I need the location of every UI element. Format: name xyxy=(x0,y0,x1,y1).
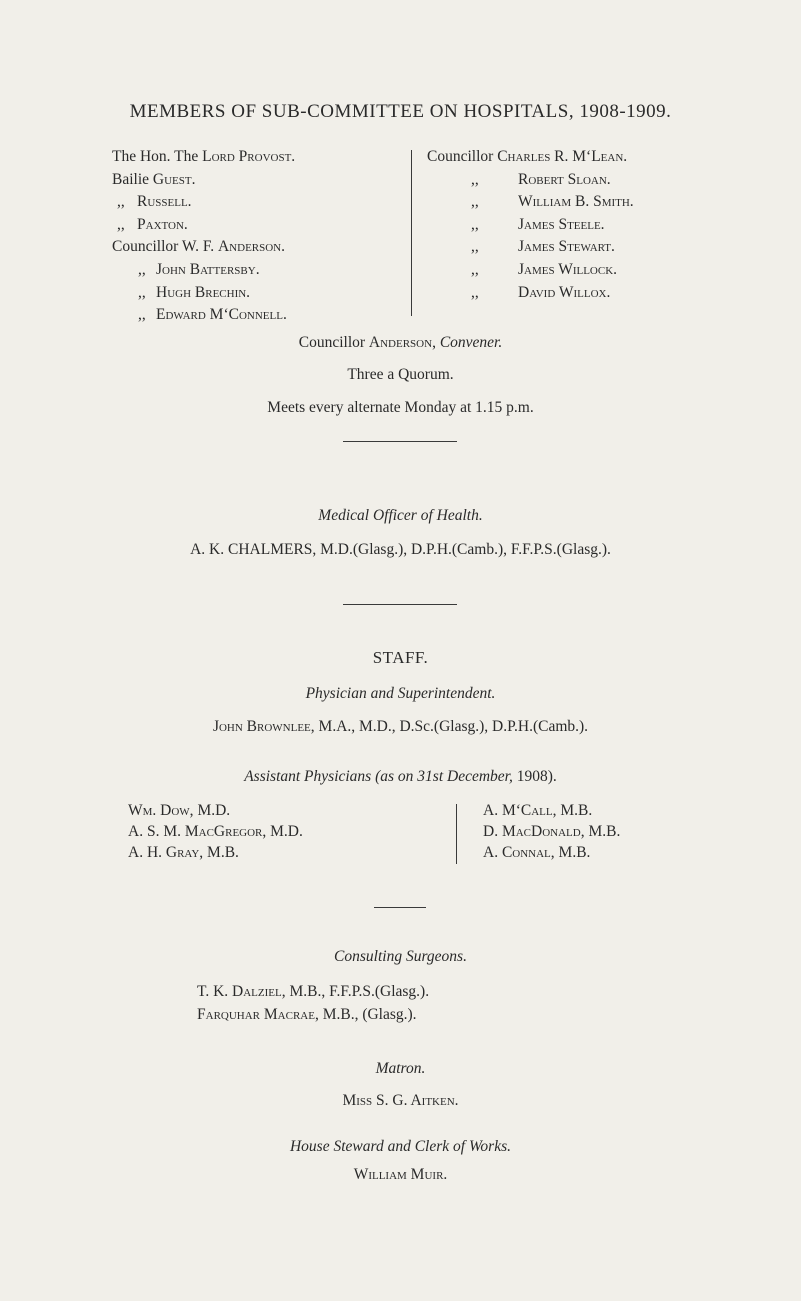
assistant-entry: A. M‘Call, M.B. xyxy=(483,802,593,819)
physician-name: John Brownlee, M.A., M.D., D.Sc.(Glasg.), D.P.H.(Camb.). xyxy=(212,718,589,735)
column-divider xyxy=(456,804,457,864)
column-divider xyxy=(411,150,412,316)
member-name: James Willock. xyxy=(518,260,618,278)
ditto-mark: ,, xyxy=(471,283,479,301)
surgeons-heading: Consulting Surgeons. xyxy=(334,948,467,965)
ditto-mark: ,, xyxy=(138,283,146,301)
meeting-schedule: Meets every alternate Monday at 1.15 p.m. xyxy=(267,399,534,416)
steward-heading: House Steward and Clerk of Works. xyxy=(289,1138,511,1155)
moh-name: A. K. CHALMERS, M.D.(Glasg.), D.P.H.(Camb.), F.F.P.S.(Glasg.). xyxy=(190,541,611,558)
divider-rule xyxy=(343,441,457,442)
member-entry xyxy=(427,191,634,214)
assistant-entry: A. S. M. MacGregor, M.D. xyxy=(128,823,303,840)
assistants-heading: Assistant Physicians (as on 31st December, 1908). xyxy=(244,768,557,785)
surgeon-entry: Farquhar Macrae, M.B., (Glasg.). xyxy=(197,1006,417,1023)
ditto-mark: ,, xyxy=(117,215,125,233)
physician-heading: Physician and Superintendent. xyxy=(305,685,496,702)
committee-left-column xyxy=(112,146,295,327)
member-entry xyxy=(427,169,634,192)
assistants-left-column xyxy=(128,800,303,863)
matron-name: Miss S. G. Aitken. xyxy=(342,1092,459,1109)
member-name: John Battersby. xyxy=(156,260,260,278)
ditto-mark: ,, xyxy=(138,306,146,324)
member-entry: Bailie Guest. xyxy=(112,170,196,188)
member-entry xyxy=(112,259,295,282)
member-name: Hugh Brechin. xyxy=(156,283,251,301)
member-entry xyxy=(112,304,295,327)
member-entry: The Hon. The Lord Provost. xyxy=(112,148,296,165)
ditto-mark: ,, xyxy=(471,215,479,233)
page-title: MEMBERS OF SUB-COMMITTEE ON HOSPITALS, 1908-1909. xyxy=(129,101,672,122)
assistant-entry: A. Connal, M.B. xyxy=(483,844,591,861)
divider-rule xyxy=(343,604,457,605)
matron-heading: Matron. xyxy=(375,1060,426,1077)
committee-right-column xyxy=(427,146,634,304)
assistants-right-column xyxy=(483,800,620,863)
ditto-mark: ,, xyxy=(471,193,479,211)
ditto-mark: ,, xyxy=(471,260,479,278)
member-name: Lord Provost. xyxy=(202,148,296,165)
ditto-mark: ,, xyxy=(138,260,146,278)
member-name: William B. Smith. xyxy=(518,193,634,211)
moh-heading: Medical Officer of Health. xyxy=(318,507,483,524)
member-name: Edward M‘Connell. xyxy=(156,306,287,324)
quorum-line: Three a Quorum. xyxy=(347,366,454,383)
member-entry: Councillor W. F. Anderson. xyxy=(112,238,286,256)
steward-name: William Muir. xyxy=(353,1166,448,1183)
convener-role: Convener. xyxy=(439,334,503,351)
assistant-entry: Wm. Dow, M.D. xyxy=(128,802,231,819)
member-entry xyxy=(112,191,295,214)
surgeons-list xyxy=(197,980,429,1026)
member-entry xyxy=(427,282,634,305)
member-name: Paxton. xyxy=(137,215,188,233)
member-name: James Stewart. xyxy=(518,238,615,256)
convener-line: Councillor Anderson, Convener. xyxy=(298,334,503,351)
member-entry xyxy=(112,282,295,305)
ditto-mark: ,, xyxy=(117,193,125,211)
member-name: James Steele. xyxy=(518,215,605,233)
member-name: Russell. xyxy=(137,193,192,211)
member-name: Charles R. M‘Lean. xyxy=(497,148,628,165)
convener-name: Anderson, xyxy=(368,334,436,351)
member-entry: Councillor Charles R. M‘Lean. xyxy=(427,148,628,165)
member-name: Robert Sloan. xyxy=(518,170,611,188)
ditto-mark: ,, xyxy=(471,238,479,256)
assistant-entry: A. H. Gray, M.B. xyxy=(128,844,239,861)
member-entry xyxy=(427,214,634,237)
member-name: Anderson. xyxy=(217,238,286,256)
member-entry xyxy=(427,236,634,259)
divider-rule xyxy=(374,907,426,908)
member-entry xyxy=(112,214,295,237)
member-name: Guest. xyxy=(152,170,196,188)
member-entry xyxy=(427,259,634,282)
ditto-mark: ,, xyxy=(471,170,479,188)
member-name: David Willox. xyxy=(518,283,611,301)
surgeon-entry: T. K. Dalziel, M.B., F.F.P.S.(Glasg.). xyxy=(197,983,430,1000)
assistant-entry: D. MacDonald, M.B. xyxy=(483,823,621,840)
staff-heading: STAFF. xyxy=(372,648,429,667)
